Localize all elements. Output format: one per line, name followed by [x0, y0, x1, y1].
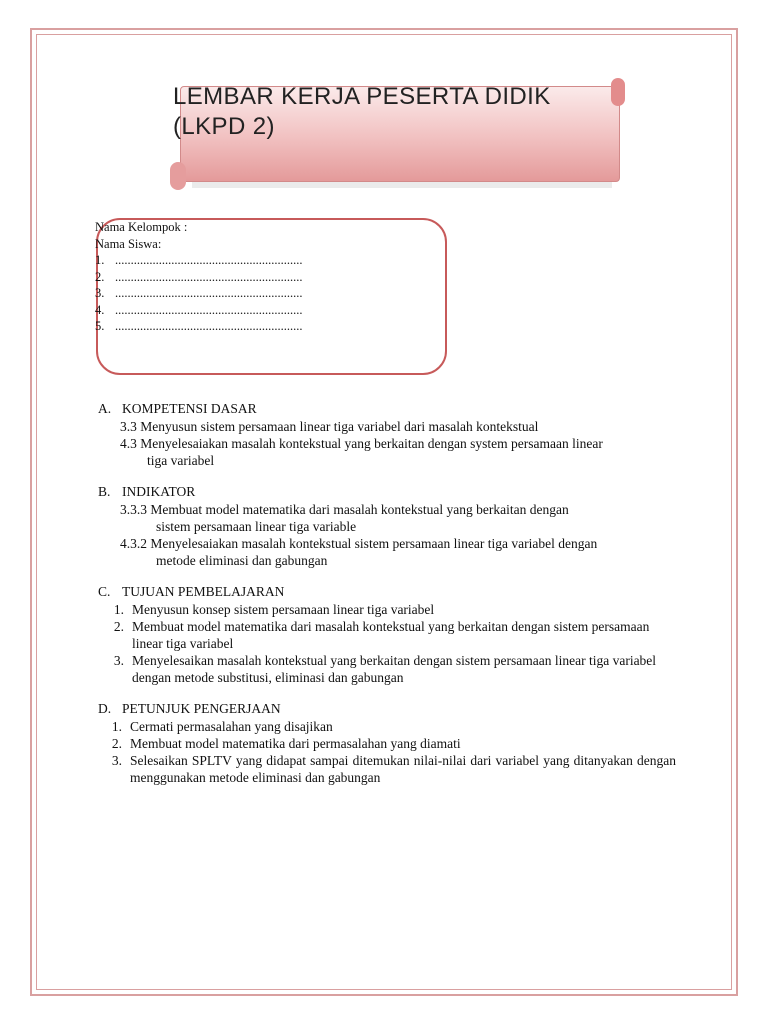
student-row-number: 3.: [95, 286, 105, 300]
section-heading: [98, 700, 676, 717]
section-title: INDIKATOR: [122, 484, 196, 499]
page-title: LEMBAR KERJA PESERTA DIDIK (LKPD 2): [173, 83, 551, 140]
student-row-number: 5.: [95, 319, 105, 333]
section-heading: [98, 583, 676, 600]
list-number: 1.: [111, 719, 122, 734]
list-item: [98, 601, 676, 618]
banner-shadow: [192, 182, 612, 188]
list-number: 3.: [111, 753, 122, 768]
list-item: [98, 752, 676, 786]
competency-item: 3.3 Menyusun sistem persamaan linear tiga variabel dari masalah kontekstual: [120, 419, 539, 434]
list-text: Menyelesaikan masalah kontekstual yang berkaitan dengan sistem persamaan linear tiga variabel dengan metode substitusi, eliminasi dan gabungan: [132, 653, 657, 685]
section-petunjuk-pengerjaan: [98, 700, 676, 786]
section-letter: A.: [98, 401, 112, 416]
section-indikator: [98, 483, 676, 569]
competency-item-continuation: tiga variabel: [147, 453, 215, 468]
student-row-blank: ............................................................: [115, 269, 303, 284]
list-text: Membuat model matematika dari masalah kontekstual yang berkaitan dengan sistem persamaan linear tiga variabel: [132, 619, 650, 651]
student-row-blank: ............................................................: [115, 286, 303, 300]
student-row: [95, 302, 303, 319]
section-letter: C.: [98, 584, 111, 599]
student-row-number: 4.: [95, 302, 105, 317]
competency-item: 4.3 Menyelesaiakan masalah kontekstual yang berkaitan dengan system persamaan linear: [120, 436, 603, 451]
indicator-item: 3.3.3 Membuat model matematika dari masalah kontekstual yang berkaitan dengan: [120, 502, 569, 517]
list-text: Selesaikan SPLTV yang didapat sampai ditemukan nilai-nilai dari variabel yang ditanyakan dengan menggunakan metode eliminasi dan gabungan: [130, 753, 676, 785]
student-row: [95, 318, 303, 335]
list-item: [98, 735, 676, 752]
group-info: [95, 219, 303, 335]
section-letter: B.: [98, 484, 111, 499]
list-number: 2.: [113, 619, 124, 634]
list-text: Menyusun konsep sistem persamaan linear tiga variabel: [132, 602, 435, 617]
list-number: 2.: [111, 736, 122, 751]
student-row-blank: ............................................................: [115, 319, 303, 333]
section-heading: [98, 483, 676, 500]
section-title: PETUNJUK PENGERJAAN: [122, 701, 281, 716]
student-row-number: 1.: [95, 253, 105, 267]
student-row: [95, 252, 303, 269]
section-title: KOMPETENSI DASAR: [122, 401, 257, 416]
group-name-label: Nama Kelompok :: [95, 220, 188, 234]
section-letter: D.: [98, 701, 112, 716]
banner-roll-left: [170, 162, 186, 190]
section-tujuan-pembelajaran: [98, 583, 676, 686]
student-name-label: Nama Siswa:: [95, 236, 162, 251]
list-number: 1.: [113, 602, 124, 617]
list-item: [98, 652, 676, 686]
student-row-blank: ............................................................: [115, 253, 303, 267]
list-text: Membuat model matematika dari permasalahan yang diamati: [130, 736, 461, 751]
section-heading: [98, 400, 676, 417]
section-kompetensi-dasar: [98, 400, 676, 469]
list-item: [98, 618, 676, 652]
student-row: [95, 285, 303, 302]
indicator-item: 4.3.2 Menyelesaiakan masalah kontekstual sistem persamaan linear tiga variabel dengan: [120, 536, 598, 551]
list-item: [98, 718, 676, 735]
indicator-item-continuation: sistem persamaan linear tiga variable: [156, 519, 357, 534]
section-title: TUJUAN PEMBELAJARAN: [122, 584, 285, 599]
list-number: 3.: [113, 653, 124, 668]
student-row-number: 2.: [95, 269, 105, 284]
student-row-blank: ............................................................: [115, 302, 303, 317]
list-text: Cermati permasalahan yang disajikan: [130, 719, 333, 734]
document-body: [98, 400, 676, 800]
indicator-item-continuation: metode eliminasi dan gabungan: [156, 553, 328, 568]
student-row: [95, 269, 303, 286]
